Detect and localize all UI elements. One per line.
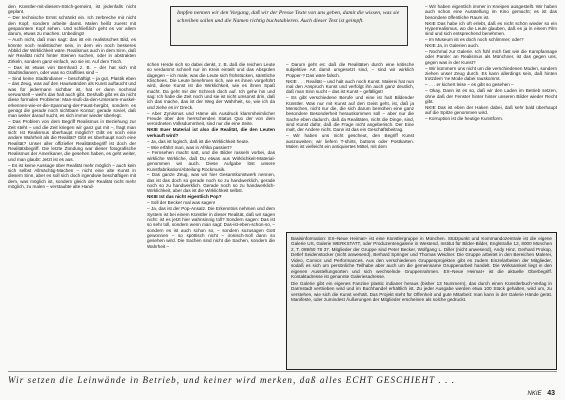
paragraph: – Korruption ist die heutige Kunstform. <box>425 116 504 122</box>
paragraph: – Fernsehen macht satt, und die Bilder rasseln vorbei, das wirkliche Wirkliche, daß Du etwas aus Wirklichkeit-Material-genommen wir auch. Diese Aufgabe löst unsere Kunstfabrikation/Abteilung Rockmusik. <box>147 150 275 172</box>
paragraph: – Das ganze Zeug, was wir hier Gesamtkunstwerk nennen, das ist das doch so gerade noch so zu handwerklich, gerade noch so zu handwerklich. Gerade noch so zu handwerklich-Wirklichkeit, aber das ist die Wirklichkeit selbst. <box>147 172 275 194</box>
paragraph: – Es gibt verschiedene Berufe und eine ist halt Bildender Künstler. Was nur mit Kunst auf den Geist geht, ist, daß ja Menschen, nicht nur die, die sich darum bemühen eine ganz besondere Besonderheit herauskommen soll – aber nur die Sache eben dadurch, daß da Realitäten, nicht die Dinge, sind, sind Kunst dafür, daß die Frage nicht angeberisch. Der Eine malt, der Andere nicht. Dann ist das ein Geschäftsbeitrag. <box>286 95 414 133</box>
interview-question: NKIE . . . Realität – und halt auch noch Kunst. Malerei hat nun mal den Anspruch Kunst und verfolgt ihn auch ganz deutlich, daß man Sinn sucht – das ist Kunst – gefälligst! <box>286 78 414 95</box>
paragraph: – . . . er kichert leise – es gibt so gesehen – <box>425 82 514 88</box>
paragraph: – Das ist etwas von Bernhard z. B. – der hat sich mit Stadtindianern, oder was so Graffities sind – <box>8 64 136 75</box>
infobox-paragraph: Die Galerie gibt ein eigenes Fanzine plastic indianer heraus (bisher 13 Nummern), das durch einen Künstlerbuch-Verlag in Darmstadt vertrieben wird und im Buchhandel erhältlich ist. Zu jeder Ausgabe werden etwa 100 Stück gehalten, wird um, zu verstehen, wie sich die Kunst verhält. Das Projekt steht für Offenheit und gute Mitarbeit: man kann in der Galerie Hände gerät. Manifeste, oder zumindest Äußerungen der Mitglieder erscheinen als solche gedruckt. <box>291 280 552 302</box>
divider <box>8 371 557 372</box>
pull-quote-text: Impfen nennen wir den Vorgang, daß wir der Presse Texte von uns geben, damit die wissen, was sie schreiben sollen und die Namen richtig buchstabieren. Auch dieser Text ist geimpft. <box>177 10 400 24</box>
interview-question: NKIE Das habe ich oft erlebt, daß es nicht schön wieder so ein Hyperrealismus, wo die Leute glauben, daß es ja in einem Film sind und sich entsprechend benehmen. <box>425 20 557 37</box>
paragraph: – Darum geht es: daß die Realitäten durch eine kritische subjektive Art damit umgesetzt sind, – sind wir wirklich Popper-? Das wäre falsch. <box>286 62 414 78</box>
paragraph: – Das Problem von dem Begriff Realismus in Beziehung zur Zeit steht – und die Zeit kriegen wir ganz gut mit –, fragt man sich: Ist Realismus überhaupt möglich? Gibt es noch eine andere Wahrheit als die Realität? Gibt es überhaupt noch eine Realität? Unser aller offizieller Realitätsbegriff ist doch der Realitätsbegriff. Die letzte Zündung war dieser fotografische Realismus der Amerikaner, die gesehen haben, es geht weiter, und man glaubt: Jetzt ist es aus. <box>8 119 136 162</box>
paragraph: – Wie erfährt man, was in Afrika passiert? <box>147 144 232 150</box>
text-column-1 <box>8 4 136 370</box>
text-column-2 <box>147 62 275 370</box>
paragraph: – Ja, das ist logisch, daß ist die Wirklichkeit heute. <box>147 138 250 144</box>
page-footer <box>528 389 555 398</box>
pull-quote-box <box>170 6 408 46</box>
interview-question: NKIE Ist das nicht eigentlich Pop? <box>147 194 222 200</box>
paragraph: – Wir haben eigentlich immer in Kneipen ausgestellt. Wir haben auch schon eine Ausstellung im Kino gemacht; es ist das besondere öffentliche Raum ist. <box>425 4 557 20</box>
paragraph: schen Herde sich so dabei denkt, z. B. daß die reichen Leute so verdammt schnell nur im Kreis einteilt und das Abspülen dagegen – ich male, was die Leute sich frühstücken, sämtliche Klischees. Die Leute benehmen sich, wie es ihnen vorgeführt wird, diese Kunst ist die Wirklichkeit, wie es ihnen Spaß macht. Da geht mir der Schreck doch auf. Ich gehe hin und sag: Ich habe die Zeit noch und sie ist nicht umsonst drin, daß ich das mache, das ist der Weg der Wahrheit, so, wie ich da und ziehe es in' Dreck. <box>147 62 275 110</box>
paragraph: – Aber Zynismus und Häme als Ausdruck klammheimlicher Freude über den herrschenden Status Quo der von dem verordneten Volksdummheit, sind nur die eine Seite. <box>147 110 275 127</box>
interview-question: NKIE Ja, in Galerien auch. <box>425 43 480 49</box>
paragraph: – Auch nicht, daß man sagt: das ist ein realistisches Bild, es könnte noch realistischer sein, in dem ein noch besseres Abbild der Wirklichkeit wäre. Realismus auch in dem Sinn, daß wir Realität nicht hinter Steinen suchen, oder in abstrakten Zirkeln, sondern ganz einfach, wo sie ist. Auf dem Tisch. <box>8 37 136 64</box>
paragraph: den Künstler-mit-diesem-Strich-gemeint, ist jedenfalls nicht geplant. <box>8 4 136 15</box>
interview-question: NKIE Euer Material ist also die Realität, die den Leuten verkauft wird? <box>147 127 275 138</box>
paragraph: – Sind keine Stadtindianer – beschäftigt – ja gut, Plastik eben – das Zeug, was auf den Hauswänden als Kunst auftaucht und was für jedermann sichtbar ist, hat er dann nochmal verwurstelt – weil's das halt auch gibt. Deshalb gibt es da nicht diese formalen Probleme: Man-muß-da-den-Unterarm-muskel-erkennen-wie-er-die-Spannung-der-Faust-hergibt, sondern es genügt die gerade noch sichtbare Kontur; gerade soviel, daß man weiter darauf sucht, es sich immer wieder überlegt. <box>8 75 136 119</box>
paragraph: – Der technische Ernst schränkt ein. Ich zerbreche mir nicht den Kopf, sondern arbeite damit. Malen heißt zuerst mit gespanntem Kopf sehen. Und schließlich geht es vor allem darum, etwas zu machen. Unbedingt! <box>8 15 136 37</box>
magazine-name: NKIE <box>527 391 542 397</box>
paragraph: – Im Museum ist es doch noch schlimmer, oder? <box>425 37 524 43</box>
page-number: 43 <box>547 390 555 397</box>
text-column-3 <box>286 62 414 230</box>
bottom-quote: Wir setzen die Leinwände in Betrieb, und keiner wird merken, daß alles ECHT GESCHIEHT . . . <box>8 375 456 385</box>
basis-information-box <box>286 232 557 370</box>
interview-question: NKIE Das ist eben der Haken dabei, daß sehr bald überhaupt auf die Spitze genommen wird. <box>425 104 557 116</box>
paragraph: – Okay. Dann ist es so, daß wir den Laden im Betrieb setzen, ohne daß der Fenster hinter hinter unseren Bilder wieder Recht gibt. <box>425 88 557 104</box>
paragraph: – Soll der Becker mal was sagen! <box>147 200 216 206</box>
paragraph: – Wir kümmern uns nicht um die verschiedenen Moden, sondern ziehen unser Zeug durch. Es kann allerdings sein, daß hinten trotzdem 'ne Mode dabei rauskommt. <box>425 65 557 82</box>
paragraph: – Ja, das ist der Pop-Ansatz. Die Erkenntnis nehmen und dem System ist bei einem Künstler in dieser Realität, daß wir sagen nicht: ist es jetzt hier wahnsinnig toll? Sondern sagen: Das ist so sehr toll, sondern wenn man sagt: Das-ist-eben-schon-so, – sondern es ist auch schon so, – sondern sozusagen Gott gewonnen – so spöttisch nicht – ironisch-Soll dann so gesehen wird. Die Sachen sind nicht die Sachen, sondern die Wahrheit – <box>147 206 275 249</box>
paragraph: – Es ist keine Aussage über Realität mehr möglich – auch kein sich selbst Allmächtig-Machen – nicht eine alte Kunst in diesem Sinn, aber es soll sich doch irgendwie beschäftigen mit dem, was möglich ist, sondern gleich der Realität nicht mehr möglich, zu malen – verstaubte alte Hand- <box>8 162 136 189</box>
infobox-paragraph: Basisinformation: EX–Neue Heimat+ ist eine Künstlergruppe in München. Stützpunkt und Kommandozentrale ist die eigene Galerie US, Galerie WERKSTATT, oder Produzentengalerie in Westend, Institut für Bilder-Bilder, Englstraße 12, 8000 München 2, T. 089/50 78 37. Mitglieder der Gruppe sind Peter Becker, Wolfgang L. Diller (nicht anwesend), Andy Hinz, Gerhard Prokop, Detlef Seidenstücker (nicht anwesend), Berhard Springer und Thomas Weidner. Die Gruppe arbeitet in den Bereichen Malerei, Video, Comics und Performances. Aus den verschiedenen Gruppenprojekten gibt es zudem Einzelarbeiten der Mitglieder, sodaß es sich um persönliche Teilhabe aber auch um die gemeinsame Gruppenarbeit handelt. Die Wirksamkeit liegt in den eigenen Ausstellungsorten und sich wechselnde Gruppenrahmen. EX–Neue Heimat+ ist die aktuelle Oberbegriff. Kontaktadresse ist genannte Galeriesadresse. <box>291 236 552 280</box>
paragraph: – Wir haben uns nicht gescheut, den Begriff Kunst auszuweiten; wir liefern T-shirts, buttons oder Postkarten. Malen ist vielleicht ein antiquiertes Mittel, mit dem <box>286 133 414 149</box>
paragraph: – Nochmal zur Galerie. Ich fühl mich fast wie die Kampfansage oder Parole: an Realismus als Münchner, ist das gegen uns, gegen was in der Kunst? <box>425 49 557 65</box>
